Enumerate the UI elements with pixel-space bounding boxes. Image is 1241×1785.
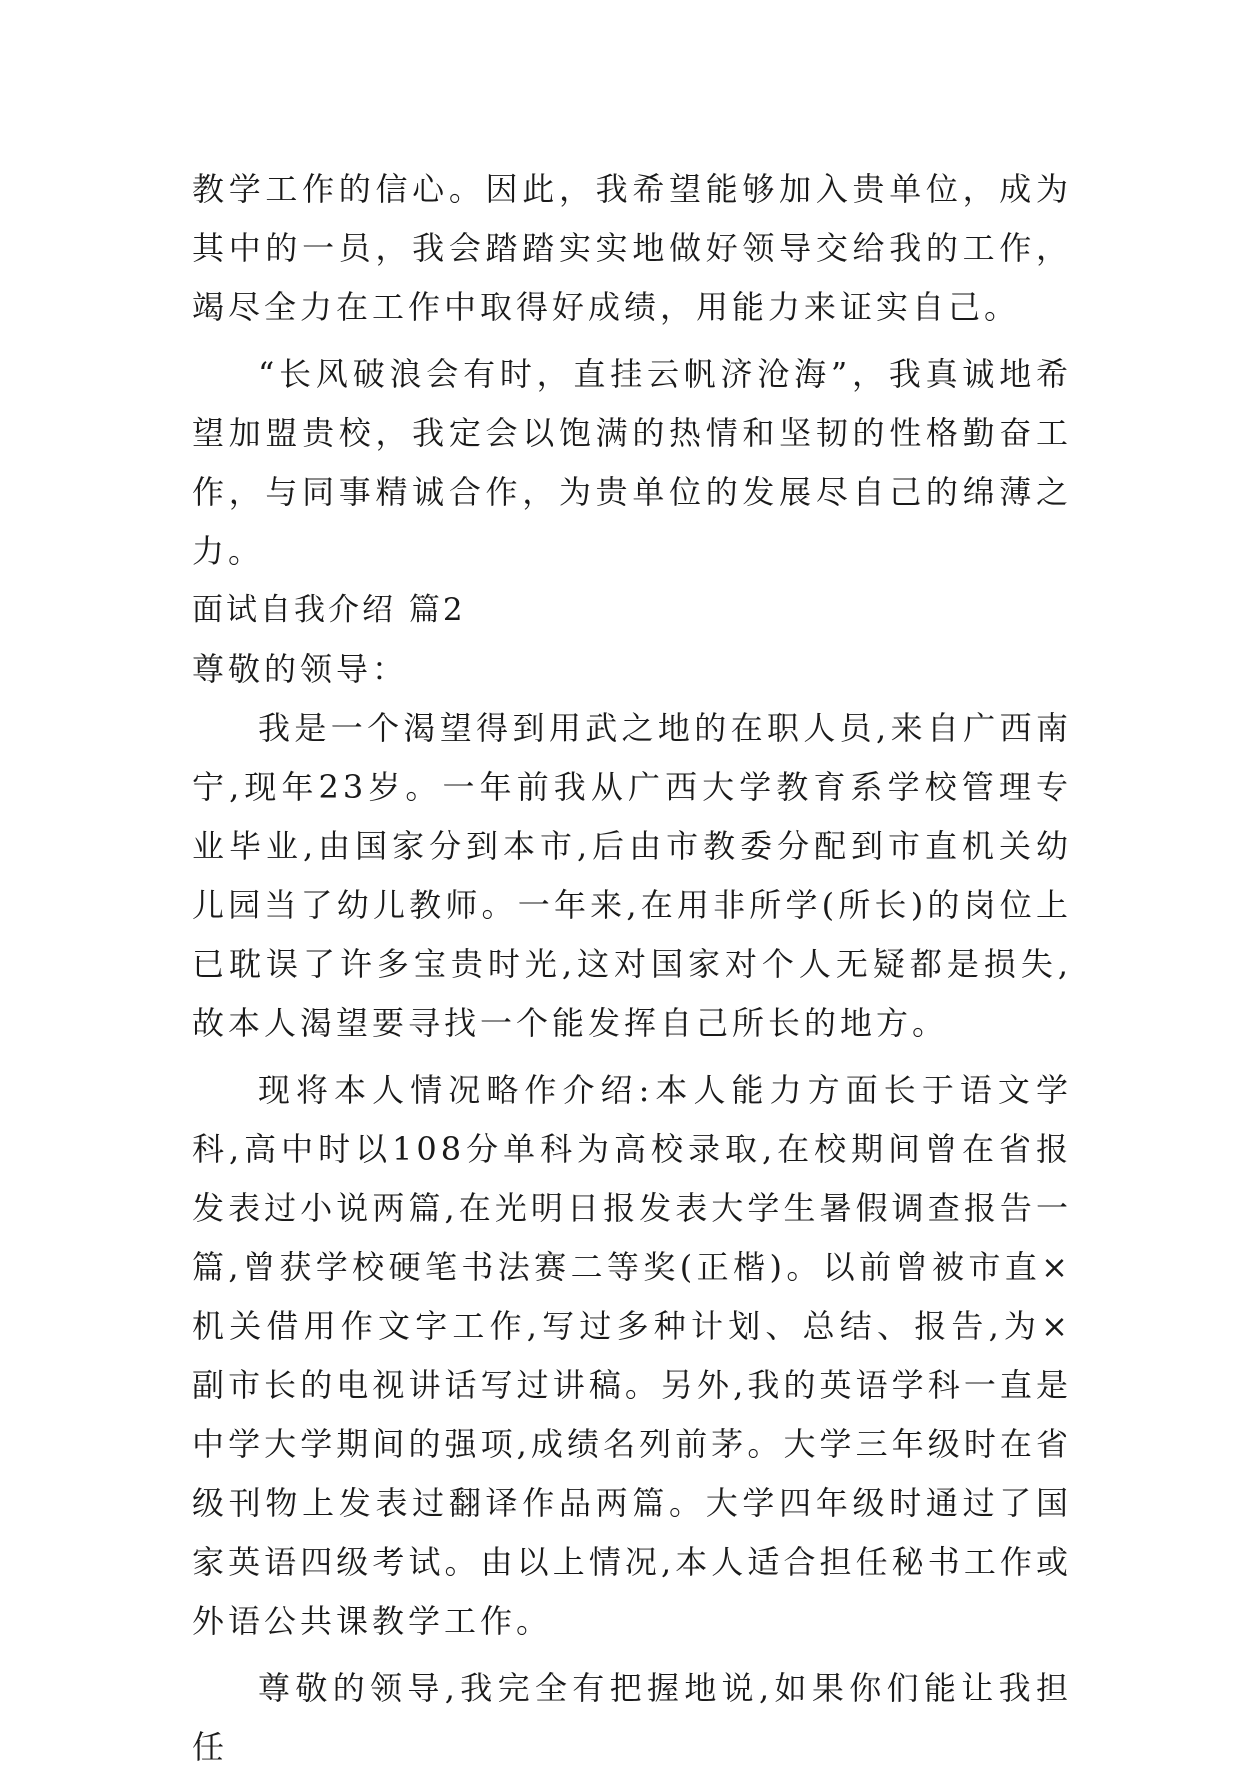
paragraph-abilities: 现将本人情况略作介绍:本人能力方面长于语文学科,高中时以108分单科为高校录取,在校期间曾在省报发表过小说两篇,在光明日报发表大学生暑假调查报告一篇,曾获学校硬笔书法赛二等奖(正楷)。以前曾被市直×机关借用作文字工作,写过多种计划、总结、报告,为×副市长的电视讲话写过讲稿。另外,我的英语学科一直是中学大学期间的强项,成绩名列前茅。大学三年级时在省级刊物上发表过翻译作品两篇。大学四年级时通过了国家英语四级考试。由以上情况,本人适合担任秘书工作或外语公共课教学工作。 bbox=[192, 1071, 1072, 1640]
paragraph-conclusion: 尊敬的领导,我完全有把握地说,如果你们能让我担任 bbox=[192, 1669, 1072, 1766]
document-body bbox=[192, 160, 1072, 1785]
paragraph-closing-quote: “长风破浪会有时，直挂云帆济沧海”，我真诚地希望加盟贵校，我定会以饱满的热情和坚韧的性格勤奋工作，与同事精诚合作，为贵单位的发展尽自己的绵薄之力。 bbox=[192, 355, 1072, 570]
salutation: 尊敬的领导： bbox=[192, 650, 409, 688]
paragraph-continuation: 教学工作的信心。因此，我希望能够加入贵单位，成为其中的一员，我会踏踏实实地做好领导交给我的工作，竭尽全力在工作中取得好成绩，用能力来证实自己。 bbox=[192, 170, 1072, 326]
paragraph-introduction: 我是一个渴望得到用武之地的在职人员,来自广西南宁,现年23岁。一年前我从广西大学教育系学校管理专业毕业,由国家分到本市,后由市教委分配到市直机关幼儿园当了幼儿教师。一年来,在用非所学(所长)的岗位上已耽误了许多宝贵时光,这对国家对个人无疑都是损失,故本人渴望要寻找一个能发挥自己所长的地方。 bbox=[192, 709, 1072, 1042]
section-heading: 面试自我介绍 篇2 bbox=[192, 592, 466, 628]
